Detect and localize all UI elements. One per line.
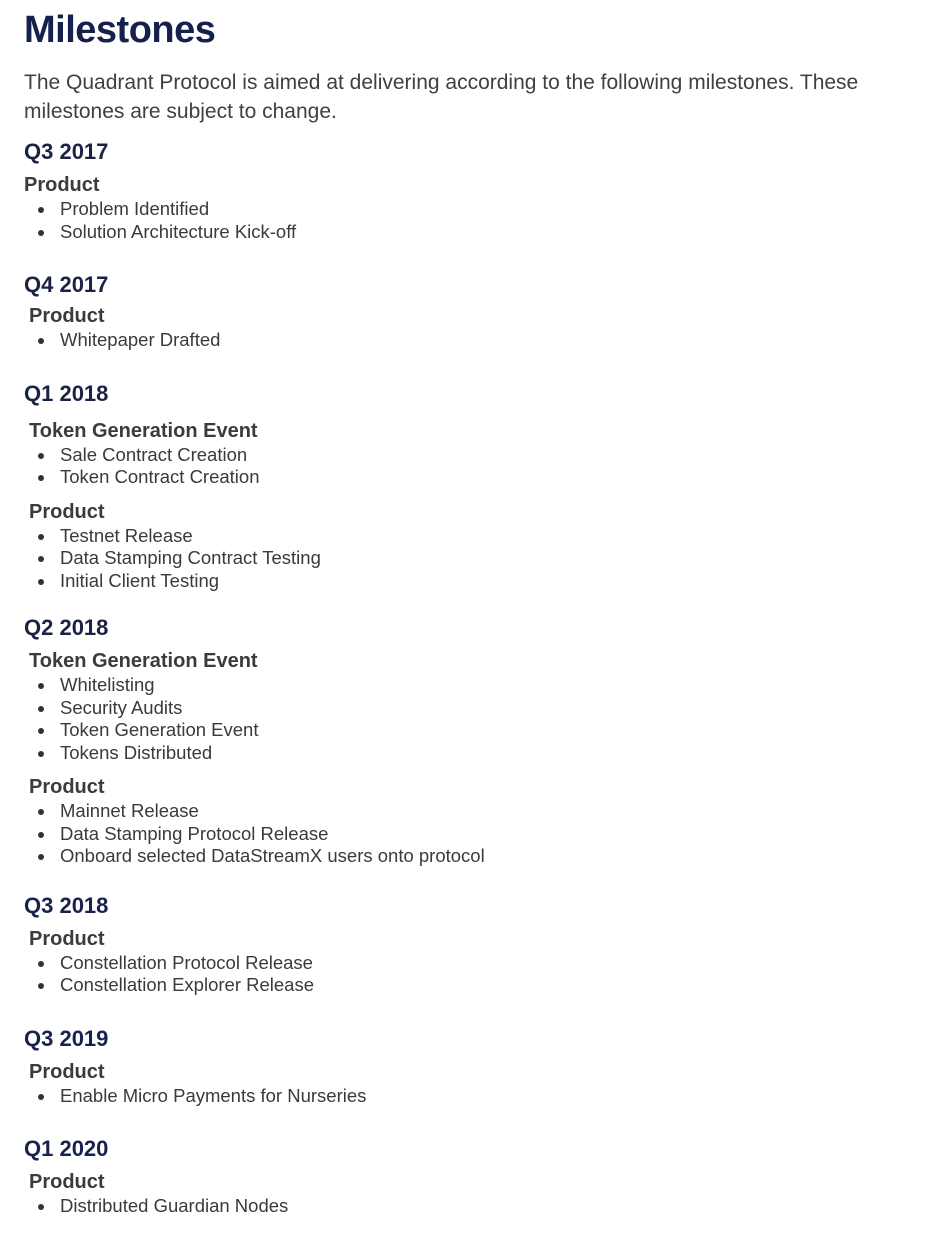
milestone-group — [24, 418, 914, 489]
list-item: Sale Contract Creation — [24, 444, 914, 467]
bullet-icon — [38, 556, 44, 562]
list-item: Testnet Release — [24, 525, 914, 548]
milestone-group — [24, 172, 914, 243]
list-item: Data Stamping Contract Testing — [24, 547, 914, 570]
list-item: Enable Micro Payments for Nurseries — [24, 1085, 914, 1108]
item-list — [24, 329, 914, 352]
item-list — [24, 525, 914, 593]
item-list — [24, 1085, 914, 1108]
list-item: Mainnet Release — [24, 800, 914, 823]
bullet-icon — [38, 961, 44, 967]
item-list — [24, 198, 914, 243]
bullet-icon — [38, 728, 44, 734]
list-item: Initial Client Testing — [24, 570, 914, 593]
milestone-q1-2018 — [24, 380, 914, 593]
bullet-icon — [38, 683, 44, 689]
bullet-icon — [38, 338, 44, 344]
list-item: Whitelisting — [24, 674, 914, 697]
bullet-icon — [38, 475, 44, 481]
bullet-icon — [38, 1204, 44, 1210]
list-item: Whitepaper Drafted — [24, 329, 914, 352]
list-item: Problem Identified — [24, 198, 914, 221]
milestone-q1-2020 — [24, 1135, 914, 1218]
bullet-icon — [38, 809, 44, 815]
milestone-group — [24, 1169, 914, 1218]
milestone-q4-2017 — [24, 271, 914, 352]
bullet-icon — [38, 230, 44, 236]
group-heading: Product — [29, 500, 105, 523]
list-item: Onboard selected DataStreamX users onto protocol — [24, 845, 914, 868]
document-page — [24, 0, 914, 1218]
milestone-group — [24, 499, 914, 593]
milestone-period: Q3 2017 — [24, 139, 109, 164]
milestone-q3-2017 — [24, 138, 914, 243]
bullet-icon — [38, 207, 44, 213]
list-item: Token Contract Creation — [24, 466, 914, 489]
milestone-group — [24, 648, 914, 764]
bullet-icon — [38, 706, 44, 712]
item-list — [24, 1195, 914, 1218]
milestone-period: Q1 2020 — [24, 1136, 109, 1161]
list-item: Tokens Distributed — [24, 742, 914, 765]
group-heading: Product — [29, 927, 105, 950]
milestone-period: Q3 2018 — [24, 892, 109, 918]
list-item: Constellation Protocol Release — [24, 952, 914, 975]
bullet-icon — [38, 854, 44, 860]
group-heading: Token Generation Event — [29, 419, 258, 442]
bullet-icon — [38, 579, 44, 585]
milestone-period: Q1 2018 — [24, 380, 109, 406]
bullet-icon — [38, 534, 44, 540]
list-item: Constellation Explorer Release — [24, 974, 914, 997]
item-list — [24, 674, 914, 764]
bullet-icon — [38, 453, 44, 459]
group-heading: Product — [29, 1171, 105, 1193]
bullet-icon — [38, 751, 44, 757]
item-list — [24, 444, 914, 489]
group-heading: Product — [29, 776, 105, 798]
milestone-period: Q3 2019 — [24, 1025, 109, 1051]
milestone-group — [24, 303, 914, 352]
list-item: Token Generation Event — [24, 719, 914, 742]
item-list — [24, 952, 914, 997]
group-heading: Token Generation Event — [29, 650, 258, 672]
milestone-q2-2018 — [24, 614, 914, 868]
milestone-period: Q2 2018 — [24, 615, 109, 640]
intro-paragraph: The Quadrant Protocol is aimed at delivering according to the following milestones. These milestones are subject to change. — [24, 71, 859, 123]
list-item: Distributed Guardian Nodes — [24, 1195, 914, 1218]
milestone-q3-2019 — [24, 1025, 914, 1108]
milestone-group — [24, 1059, 914, 1108]
milestone-period: Q4 2017 — [24, 272, 109, 297]
bullet-icon — [38, 1094, 44, 1100]
list-item: Security Audits — [24, 697, 914, 720]
milestone-group — [24, 774, 914, 868]
bullet-icon — [38, 832, 44, 838]
item-list — [24, 800, 914, 868]
list-item: Data Stamping Protocol Release — [24, 823, 914, 846]
page-title: Milestones — [24, 9, 216, 51]
milestone-group — [24, 926, 914, 997]
group-heading: Product — [29, 305, 105, 327]
list-item: Solution Architecture Kick-off — [24, 221, 914, 244]
bullet-icon — [38, 983, 44, 989]
group-heading: Product — [24, 174, 100, 196]
milestone-q3-2018 — [24, 892, 914, 997]
group-heading: Product — [29, 1060, 105, 1083]
